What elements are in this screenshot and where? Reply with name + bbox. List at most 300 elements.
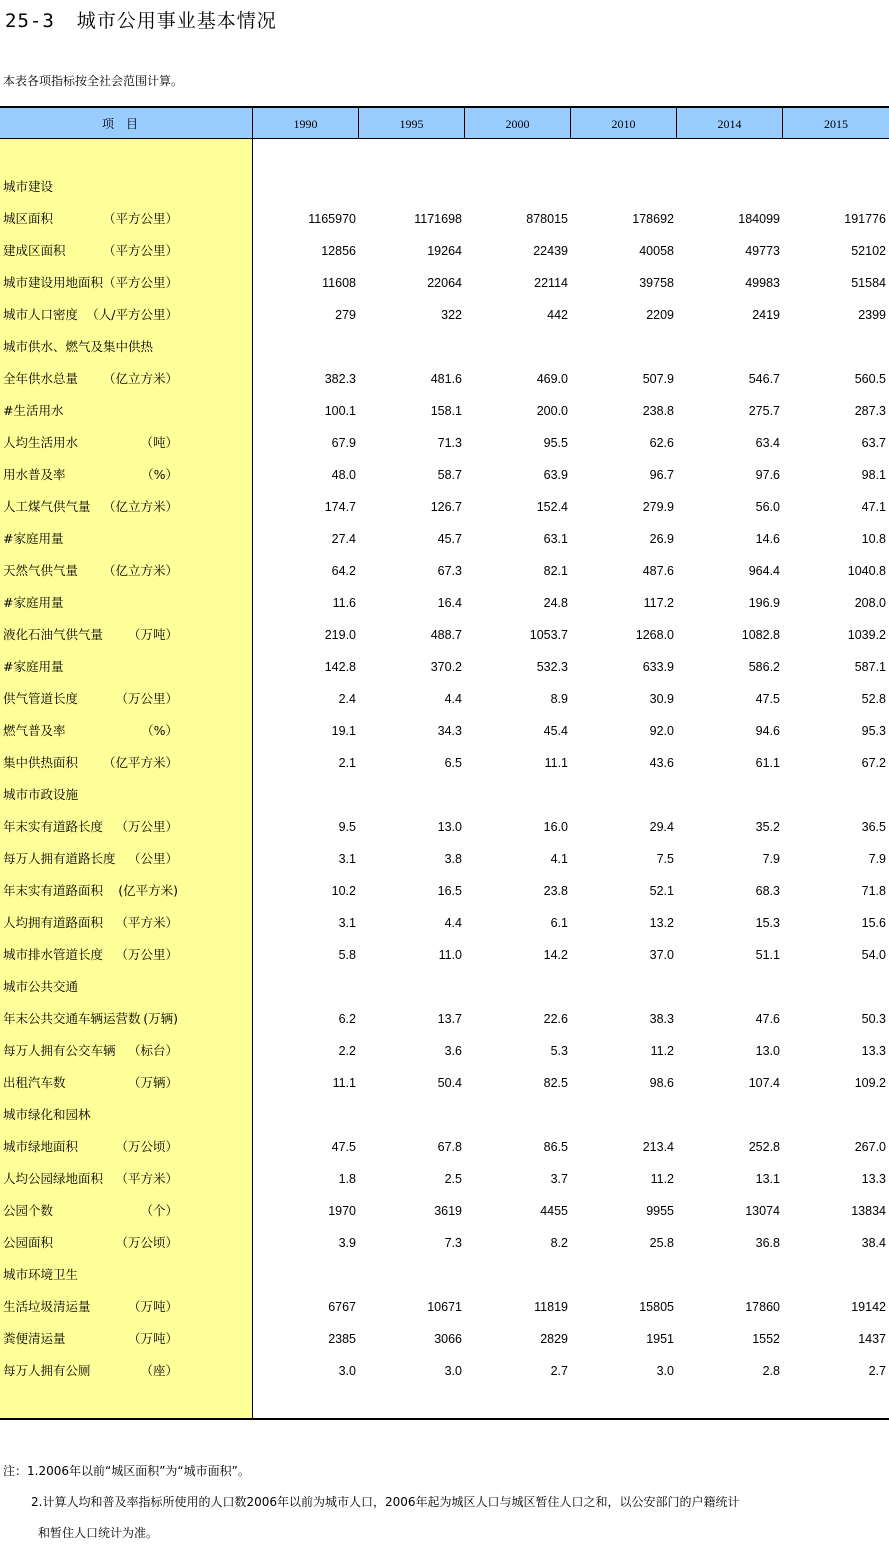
cell-value: 94.6	[755, 724, 780, 738]
table-row	[0, 715, 889, 747]
cell-value: 6.2	[338, 1012, 356, 1026]
section-label: 城市公共交通	[3, 979, 79, 994]
row-label: 人均拥有道路面积	[3, 915, 104, 930]
row-label: #家庭用量	[3, 659, 64, 674]
cell-value: 36.5	[861, 820, 886, 834]
cell-value: 174.7	[324, 500, 356, 514]
cell-value: 50.3	[861, 1012, 886, 1026]
row-label: 城市建设用地面积	[3, 275, 104, 290]
cell-value: 117.2	[643, 596, 674, 610]
cell-value: 6.1	[550, 916, 568, 930]
column-divider	[782, 108, 783, 139]
cell-value: 3619	[434, 1204, 462, 1218]
row-unit: （个）	[140, 1203, 178, 1218]
cell-value: 1268.0	[635, 628, 674, 642]
cell-value: 98.6	[649, 1076, 674, 1090]
table-body	[0, 139, 889, 1419]
cell-value: 2829	[540, 1332, 568, 1346]
row-unit: （万吨）	[127, 627, 178, 642]
cell-value: 2.4	[338, 692, 356, 706]
row-label: 用水普及率	[3, 467, 66, 482]
cell-value: 13.1	[755, 1172, 780, 1186]
cell-value: 14.2	[543, 948, 568, 962]
cell-value: 100.1	[324, 404, 356, 418]
cell-value: 35.2	[755, 820, 780, 834]
cell-value: 7.5	[656, 852, 674, 866]
cell-value: 40058	[639, 244, 674, 258]
cell-value: 52.1	[649, 884, 674, 898]
cell-value: 51.1	[755, 948, 780, 962]
cell-value: 23.8	[543, 884, 568, 898]
cell-value: 2399	[858, 308, 886, 322]
cell-value: 63.4	[755, 436, 780, 450]
row-unit: （亿平方米）	[102, 755, 178, 770]
cell-value: 2.7	[550, 1364, 568, 1378]
cell-value: 47.6	[755, 1012, 780, 1026]
cell-value: 11608	[322, 276, 356, 290]
cell-value: 4.1	[550, 852, 568, 866]
cell-value: 68.3	[755, 884, 780, 898]
cell-value: 71.8	[861, 884, 886, 898]
cell-value: 15.6	[861, 916, 886, 930]
cell-value: 64.2	[331, 564, 356, 578]
cell-value: 67.9	[331, 436, 356, 450]
cell-value: 633.9	[642, 660, 674, 674]
table-number: 25-3	[5, 10, 55, 32]
cell-value: 9955	[646, 1204, 674, 1218]
cell-value: 878015	[526, 212, 568, 226]
cell-value: 3.8	[444, 852, 462, 866]
cell-value: 1039.2	[847, 628, 886, 642]
row-unit: （公里）	[127, 851, 178, 866]
cell-value: 43.6	[649, 756, 674, 770]
cell-value: 275.7	[748, 404, 780, 418]
cell-value: 82.5	[543, 1076, 568, 1090]
cell-value: 8.9	[550, 692, 568, 706]
row-unit: （万公里）	[115, 691, 178, 706]
table-row	[0, 875, 889, 907]
row-unit: （%）	[141, 723, 178, 738]
cell-value: 22.6	[543, 1012, 568, 1026]
row-unit: （万辆）	[127, 1075, 178, 1090]
cell-value: 13074	[745, 1204, 780, 1218]
row-unit: （亿立方米）	[102, 499, 178, 514]
section-row	[0, 1099, 889, 1131]
row-label: 粪便清运量	[3, 1331, 66, 1346]
cell-value: 19142	[851, 1300, 886, 1314]
row-label: 每万人拥有公厕	[3, 1363, 91, 1378]
column-divider	[252, 108, 253, 139]
column-divider	[358, 108, 359, 139]
cell-value: 238.8	[642, 404, 674, 418]
cell-value: 14.6	[755, 532, 780, 546]
row-label: 集中供热面积	[3, 755, 79, 770]
cell-value: 3.7	[550, 1172, 568, 1186]
cell-value: 546.7	[748, 372, 780, 386]
cell-value: 39758	[639, 276, 674, 290]
row-label: 燃气普及率	[3, 723, 66, 738]
table-title: 城市公用事业基本情况	[76, 10, 277, 32]
row-label: 年末实有道路长度	[3, 819, 104, 834]
cell-value: 488.7	[430, 628, 462, 642]
footnote-2: 2.计算人均和普及率指标所使用的人口数2006年以前为城市人口，2006年起为城区人口与城区暂住人口之和，以公安部门的户籍统计	[31, 1495, 740, 1509]
cell-value: 469.0	[536, 372, 568, 386]
cell-value: 71.3	[437, 436, 462, 450]
cell-value: 1951	[646, 1332, 674, 1346]
cell-value: 481.6	[430, 372, 462, 386]
table-note: 本表各项指标按全社会范围计算。	[3, 74, 184, 88]
cell-value: 48.0	[331, 468, 356, 482]
cell-value: 11.0	[438, 948, 462, 962]
cell-value: 54.0	[861, 948, 886, 962]
cell-value: 16.0	[543, 820, 568, 834]
row-label: 城区面积	[3, 211, 54, 226]
row-unit: （万公里）	[115, 947, 178, 962]
row-label: 生活垃圾清运量	[3, 1299, 91, 1314]
cell-value: 95.3	[861, 724, 886, 738]
header-year: 2014	[717, 117, 742, 131]
table-row	[0, 395, 889, 427]
cell-value: 13.0	[755, 1044, 780, 1058]
cell-value: 322	[441, 308, 462, 322]
table-row	[0, 683, 889, 715]
page-title	[5, 6, 277, 33]
cell-value: 4455	[540, 1204, 568, 1218]
section-row	[0, 1259, 889, 1291]
cell-value: 213.4	[642, 1140, 674, 1154]
cell-value: 12856	[321, 244, 356, 258]
cell-value: 507.9	[642, 372, 674, 386]
cell-value: 1171698	[414, 212, 462, 226]
cell-value: 38.3	[649, 1012, 674, 1026]
table-row	[0, 1195, 889, 1227]
row-unit: （万吨）	[127, 1331, 178, 1346]
cell-value: 22114	[534, 276, 568, 290]
cell-value: 95.5	[543, 436, 568, 450]
row-label: 年末实有道路面积	[3, 883, 104, 898]
cell-value: 24.8	[543, 596, 568, 610]
cell-value: 2419	[752, 308, 780, 322]
cell-value: 587.1	[854, 660, 886, 674]
table-row	[0, 1163, 889, 1195]
row-label: 建成区面积	[3, 243, 66, 258]
table-row	[0, 747, 889, 779]
cell-value: 61.1	[755, 756, 780, 770]
cell-value: 63.7	[861, 436, 886, 450]
cell-value: 45.4	[543, 724, 568, 738]
table-row	[0, 523, 889, 555]
cell-value: 2.5	[444, 1172, 462, 1186]
footnote-1: 注：1.2006年以前“城区面积”为“城市面积”。	[3, 1464, 250, 1478]
cell-value: 252.8	[748, 1140, 780, 1154]
cell-value: 1165970	[308, 212, 356, 226]
row-label: 天然气供气量	[3, 563, 79, 578]
cell-value: 532.3	[536, 660, 568, 674]
cell-value: 16.5	[437, 884, 462, 898]
cell-value: 50.4	[437, 1076, 462, 1090]
cell-value: 56.0	[755, 500, 780, 514]
cell-value: 200.0	[536, 404, 568, 418]
cell-value: 37.0	[649, 948, 674, 962]
cell-value: 487.6	[642, 564, 674, 578]
header-year: 1990	[293, 117, 318, 131]
cell-value: 196.9	[748, 596, 780, 610]
cell-value: 1053.7	[529, 628, 568, 642]
table-row	[0, 907, 889, 939]
cell-value: 63.1	[543, 532, 568, 546]
section-label: 城市供水、燃气及集中供热	[3, 339, 154, 354]
cell-value: 2209	[646, 308, 674, 322]
cell-value: 2385	[328, 1332, 356, 1346]
cell-value: 10.8	[861, 532, 886, 546]
cell-value: 36.8	[755, 1236, 780, 1250]
cell-value: 6767	[328, 1300, 356, 1314]
cell-value: 58.7	[437, 468, 462, 482]
cell-value: 964.4	[748, 564, 780, 578]
row-label: 液化石油气供气量	[3, 627, 104, 642]
table-row	[0, 491, 889, 523]
cell-value: 13.2	[649, 916, 674, 930]
header-year: 2010	[611, 117, 636, 131]
table-row	[0, 1003, 889, 1035]
cell-value: 15805	[639, 1300, 674, 1314]
table-row	[0, 1227, 889, 1259]
column-divider	[676, 108, 677, 139]
cell-value: 184099	[738, 212, 780, 226]
row-label: #生活用水	[3, 403, 64, 418]
cell-value: 7.9	[762, 852, 780, 866]
row-label: 公园个数	[3, 1203, 54, 1218]
cell-value: 11.1	[544, 756, 568, 770]
row-label: 公园面积	[3, 1235, 54, 1250]
footnote-3: 和暂住人口统计为准。	[38, 1526, 159, 1540]
cell-value: 3066	[434, 1332, 462, 1346]
table-row	[0, 811, 889, 843]
cell-value: 63.9	[543, 468, 568, 482]
cell-value: 279.9	[642, 500, 674, 514]
cell-value: 11.1	[332, 1076, 356, 1090]
row-unit: （吨）	[140, 435, 178, 450]
cell-value: 86.5	[543, 1140, 568, 1154]
cell-value: 27.4	[331, 532, 356, 546]
cell-value: 2.8	[762, 1364, 780, 1378]
cell-value: 17860	[745, 1300, 780, 1314]
cell-value: 22439	[533, 244, 568, 258]
row-label: 城市排水管道长度	[3, 947, 104, 962]
table-row	[0, 555, 889, 587]
cell-value: 1970	[328, 1204, 356, 1218]
section-label: 城市市政设施	[3, 787, 79, 802]
table-row	[0, 1291, 889, 1323]
cell-value: 10.2	[331, 884, 356, 898]
cell-value: 30.9	[649, 692, 674, 706]
cell-value: 52102	[851, 244, 886, 258]
cell-value: 2.7	[868, 1364, 886, 1378]
cell-value: 19264	[427, 244, 462, 258]
row-unit: （亿立方米）	[102, 371, 178, 386]
table-bottom-rule	[0, 1418, 889, 1420]
table-row	[0, 1323, 889, 1355]
row-unit: （平方米）	[115, 1171, 178, 1186]
cell-value: 11.6	[332, 596, 356, 610]
cell-value: 1040.8	[847, 564, 886, 578]
section-row	[0, 171, 889, 203]
cell-value: 370.2	[430, 660, 462, 674]
cell-value: 158.1	[430, 404, 462, 418]
row-label: 人均公园绿地面积	[3, 1171, 104, 1186]
cell-value: 1.8	[338, 1172, 356, 1186]
column-divider	[570, 108, 571, 139]
header-item: 项目	[101, 117, 150, 131]
cell-value: 96.7	[649, 468, 674, 482]
cell-value: 3.0	[338, 1364, 356, 1378]
row-unit: (万辆)	[143, 1011, 178, 1026]
cell-value: 382.3	[324, 372, 356, 386]
row-unit: （平方米）	[115, 915, 178, 930]
row-label: #家庭用量	[3, 531, 64, 546]
table-row	[0, 939, 889, 971]
cell-value: 13834	[851, 1204, 886, 1218]
cell-value: 219.0	[324, 628, 356, 642]
cell-value: 3.1	[338, 916, 356, 930]
cell-value: 142.8	[324, 660, 356, 674]
section-row	[0, 779, 889, 811]
cell-value: 3.9	[338, 1236, 356, 1250]
cell-value: 67.2	[861, 756, 886, 770]
cell-value: 287.3	[854, 404, 886, 418]
table-row	[0, 1355, 889, 1387]
row-label: 每万人拥有道路长度	[3, 851, 116, 866]
header-year: 2015	[824, 117, 848, 131]
column-divider	[464, 108, 465, 139]
table-row	[0, 1131, 889, 1163]
cell-value: 586.2	[748, 660, 780, 674]
row-label: 出租汽车数	[3, 1075, 66, 1090]
row-unit: （万公顷）	[115, 1235, 178, 1250]
cell-value: 1552	[752, 1332, 780, 1346]
header-year: 1995	[399, 117, 424, 131]
cell-value: 19.1	[331, 724, 356, 738]
cell-value: 98.1	[861, 468, 886, 482]
row-unit: （万吨）	[127, 1299, 178, 1314]
cell-value: 3.0	[444, 1364, 462, 1378]
cell-value: 208.0	[854, 596, 886, 610]
row-unit: （万公顷）	[115, 1139, 178, 1154]
row-unit: （万公里）	[115, 819, 178, 834]
row-unit: （标台）	[127, 1043, 178, 1058]
cell-value: 82.1	[543, 564, 568, 578]
cell-value: 6.5	[444, 756, 462, 770]
cell-value: 11.2	[650, 1172, 674, 1186]
cell-value: 29.4	[649, 820, 674, 834]
cell-value: 11.2	[650, 1044, 674, 1058]
cell-value: 67.3	[437, 564, 462, 578]
cell-value: 560.5	[854, 372, 886, 386]
cell-value: 92.0	[649, 724, 674, 738]
cell-value: 2.1	[338, 756, 356, 770]
cell-value: 22064	[427, 276, 462, 290]
cell-value: 9.5	[338, 820, 356, 834]
section-row	[0, 971, 889, 1003]
cell-value: 51584	[851, 276, 886, 290]
cell-value: 13.3	[861, 1044, 886, 1058]
row-unit: （座）	[140, 1363, 178, 1378]
row-unit: （平方公里）	[102, 211, 178, 226]
cell-value: 34.3	[437, 724, 462, 738]
row-label: 供气管道长度	[3, 691, 79, 706]
header-year: 2000	[505, 117, 530, 131]
cell-value: 7.9	[868, 852, 886, 866]
cell-value: 45.7	[437, 532, 462, 546]
row-unit: （%）	[141, 467, 178, 482]
section-label: 城市环境卫生	[3, 1267, 79, 1282]
cell-value: 47.1	[861, 500, 886, 514]
cell-value: 62.6	[649, 436, 674, 450]
table-row	[0, 203, 889, 235]
table-row	[0, 1067, 889, 1099]
row-label: 人工煤气供气量	[3, 499, 91, 514]
cell-value: 267.0	[854, 1140, 886, 1154]
table-row	[0, 267, 889, 299]
cell-value: 126.7	[430, 500, 462, 514]
row-label: 年末公共交通车辆运营数	[3, 1011, 141, 1026]
cell-value: 3.0	[656, 1364, 674, 1378]
cell-value: 67.8	[437, 1140, 462, 1154]
table-row	[0, 299, 889, 331]
cell-value: 1082.8	[741, 628, 780, 642]
cell-value: 3.6	[444, 1044, 462, 1058]
section-row	[0, 331, 889, 363]
row-unit: (亿平方米)	[118, 883, 178, 898]
row-label: 每万人拥有公交车辆	[3, 1043, 116, 1058]
table-row	[0, 651, 889, 683]
cell-value: 3.1	[338, 852, 356, 866]
cell-value: 11819	[534, 1300, 568, 1314]
cell-value: 107.4	[748, 1076, 780, 1090]
cell-value: 191776	[844, 212, 886, 226]
table-row	[0, 843, 889, 875]
table-row	[0, 1035, 889, 1067]
cell-value: 4.4	[444, 692, 462, 706]
table-row	[0, 427, 889, 459]
row-label: 城市绿地面积	[3, 1139, 79, 1154]
cell-value: 10671	[427, 1300, 462, 1314]
row-label: 全年供水总量	[3, 371, 79, 386]
cell-value: 5.8	[338, 948, 356, 962]
cell-value: 47.5	[755, 692, 780, 706]
cell-value: 13.0	[437, 820, 462, 834]
cell-value: 178692	[632, 212, 674, 226]
row-label: 城市人口密度	[3, 307, 79, 322]
table-row	[0, 619, 889, 651]
cell-value: 49773	[745, 244, 780, 258]
cell-value: 13.7	[437, 1012, 462, 1026]
cell-value: 152.4	[536, 500, 568, 514]
table-row	[0, 459, 889, 491]
cell-value: 25.8	[649, 1236, 674, 1250]
table-row	[0, 235, 889, 267]
cell-value: 109.2	[854, 1076, 886, 1090]
row-label: #家庭用量	[3, 595, 64, 610]
cell-value: 13.3	[861, 1172, 886, 1186]
section-label: 城市建设	[3, 179, 54, 194]
cell-value: 4.4	[444, 916, 462, 930]
row-unit: （人/平方公里）	[86, 307, 178, 322]
table-row	[0, 363, 889, 395]
row-unit: （平方公里）	[102, 243, 178, 258]
cell-value: 1437	[858, 1332, 886, 1346]
cell-value: 8.2	[550, 1236, 568, 1250]
